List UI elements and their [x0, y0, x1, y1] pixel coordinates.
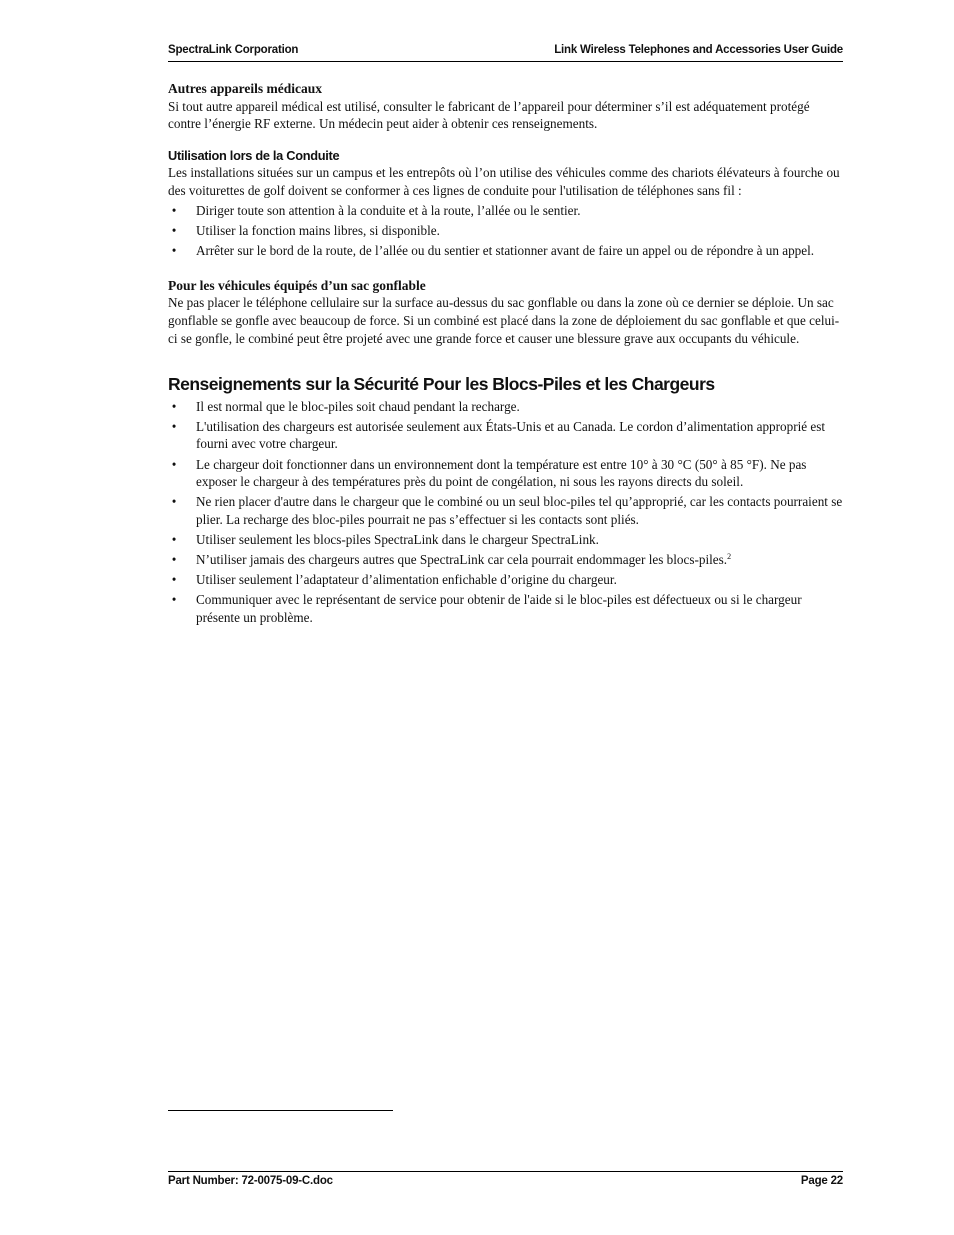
- list-item: • Arrêter sur le bord de la route, de l’allée ou du sentier et stationner avant de faire un appel ou de répondre à un appel.: [168, 242, 843, 260]
- list-item: • Communiquer avec le représentant de service pour obtenir de l'aide si le bloc-piles est défectueux ou si le chargeur présente un problème.: [168, 591, 843, 626]
- list-item: • N’utiliser jamais des chargeurs autres que SpectraLink car cela pourrait endommager les blocs-piles.$^2$: [168, 551, 843, 569]
- section-medical: [168, 80, 843, 133]
- section-driving: [168, 147, 843, 260]
- list-item: • Diriger toute son attention à la conduite et à la route, l’allée ou le sentier.: [168, 202, 843, 220]
- list-item: • L'utilisation des chargeurs est autorisée seulement aux États-Unis et au Canada. Le cordon d’alimentation approprié est fourni avec votre chargeur.: [168, 418, 843, 453]
- bullet-icon: •: [171, 592, 177, 608]
- list-item: • Le chargeur doit fonctionner dans un environnement dont la température est entre 10° à 30 °C (50° à 85 °F). Ne pas exposer le chargeur à des températures près du point de congélation, ni sous les rayons directs du soleil.: [168, 456, 843, 491]
- driving-bullet-list: [168, 202, 843, 260]
- section-medical-title: Autres appareils médicaux: [168, 81, 323, 96]
- header-guide-title: Link Wireless Telephones and Accessories User Guide: [554, 44, 843, 56]
- section-driving-title: Utilisation lors de la Conduite: [168, 147, 340, 163]
- footer-page-number: Page 22: [800, 1175, 843, 1187]
- section-driving-body: Les installations situées sur un campus et les entrepôts où l’on utilise des véhicules comme des chariots élévateurs à fourche ou des voiturettes de golf doivent se conformer à ces lignes de conduite pour l'utilisation de téléphones sans fil :: [168, 165, 840, 198]
- section-medical-body: Si tout autre appareil médical est utilisé, consulter le fabricant de l’appareil pour déterminer s’il est adéquatement protégé contre l’énergie RF externe. Un médecin peut aider à obtenir ces renseignements.: [168, 98, 810, 132]
- section-battery: [168, 373, 843, 626]
- header-company: SpectraLink Corporation: [168, 44, 299, 56]
- bullet-icon: •: [171, 456, 177, 472]
- list-item: • Ne rien placer d'autre dans le chargeur que le combiné ou un seul bloc-piles tel qu’approprié, car les contacts pourraient se plier. La recharge des bloc-piles pourrait ne pas s’effectuer si les contacts sont pliés.: [168, 493, 843, 528]
- list-item: • Il est normal que le bloc-piles soit chaud pendant la recharge.: [168, 398, 843, 416]
- footnote-ref[interactable]: 2: [727, 551, 732, 561]
- bullet-icon: •: [171, 531, 177, 547]
- footer-part-number: Part Number: 72-0075-09-C.doc: [168, 1175, 333, 1187]
- page-content: [168, 80, 843, 626]
- list-item: • Utiliser seulement l’adaptateur d’alimentation enfichable d’origine du chargeur.: [168, 571, 843, 589]
- list-item: • Utiliser la fonction mains libres, si disponible.: [168, 222, 843, 240]
- footer-rule: [168, 1171, 843, 1172]
- page-footer: [168, 1175, 843, 1191]
- footnote-separator: [168, 1110, 393, 1111]
- bullet-icon: •: [171, 203, 177, 219]
- bullet-icon: •: [171, 243, 177, 259]
- section-airbag-title: Pour les véhicules équipés d’un sac gonflable: [168, 277, 426, 293]
- section-battery-title: Renseignements sur la Sécurité Pour les Blocs-Piles et les Chargeurs: [168, 374, 715, 395]
- header-rule: [168, 61, 843, 62]
- battery-bullet-list: [168, 398, 843, 627]
- bullet-icon: •: [171, 494, 177, 510]
- bullet-icon: •: [171, 223, 177, 239]
- bullet-icon: •: [171, 551, 177, 567]
- bullet-icon: •: [171, 572, 177, 588]
- section-airbag: [168, 277, 843, 347]
- list-item: • Utiliser seulement les blocs-piles SpectraLink dans le chargeur SpectraLink.: [168, 531, 843, 549]
- page-header: [168, 44, 843, 60]
- section-airbag-body: Ne pas placer le téléphone cellulaire sur la surface au-dessus du sac gonflable ou dans la zone où ce dernier se déploie. Un sac gonflable se gonfle avec beaucoup de force. Si un combiné est placé dans la zone de déploiement du sac gonflable et que celui-ci se gonfle, le combiné peut être projeté avec une grande force et causer une blessure grave aux occupants du véhicule.: [168, 295, 840, 346]
- bullet-icon: •: [171, 418, 177, 434]
- bullet-icon: •: [171, 398, 177, 414]
